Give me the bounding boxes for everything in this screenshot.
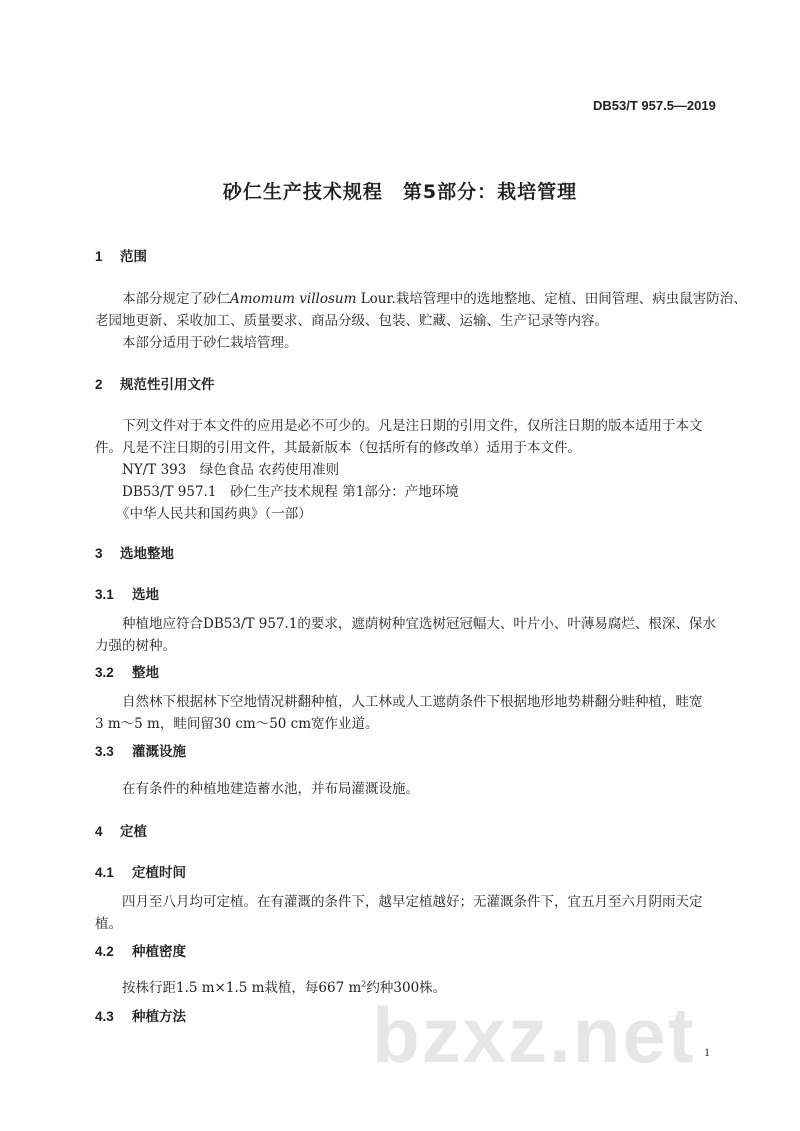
reference-item: DB53/T 957.1 砂仁生产技术规程 第1部分：产地环境 (122, 484, 459, 500)
section-number: 2 (95, 377, 103, 392)
section-number: 4 (95, 824, 103, 839)
land-prep-line-1: 自然林下根据林下空地情况耕翻种植，人工林或人工遮荫条件下根据地形地势耕翻分畦种植，畦宽 (122, 694, 703, 710)
subsection-title: 种植密度 (132, 944, 186, 960)
section-3-heading (95, 542, 174, 562)
text-span: Lour.栽培管理中的选地整地、定植、田间管理、病虫鼠害防治、 (356, 291, 747, 307)
scope-paragraph-line-1 (122, 287, 747, 307)
subsection-number: 4.2 (95, 944, 114, 959)
superscript: 2 (361, 979, 367, 989)
planting-time-line-1: 四月至八月均可定植。在有灌溉的条件下，越早定植越好；无灌溉条件下，宜五月至六月阴雨天定 (122, 894, 703, 910)
subsection-number: 3.3 (95, 744, 114, 759)
subsection-3-2-heading (95, 661, 159, 681)
subsection-number: 4.3 (95, 1009, 114, 1024)
land-prep-line-2: 3 m～5 m，畦间留30 cm～50 cm宽作业道。 (95, 716, 379, 732)
subsection-number: 3.2 (95, 665, 114, 680)
subsection-4-2-heading (95, 940, 186, 960)
subsection-title: 选地 (132, 587, 159, 603)
section-title: 选地整地 (120, 546, 174, 562)
section-title: 范围 (120, 249, 147, 265)
latin-name: Amomum villosum (230, 291, 357, 307)
watermark: bzxz.net (372, 991, 696, 1079)
site-selection-line-2: 力强的树种。 (95, 638, 176, 654)
irrigation-line-1: 在有条件的种植地建造蓄水池，并布局灌溉设施。 (122, 781, 419, 797)
text-span: 本部分规定了砂仁 (122, 291, 230, 307)
subsection-number: 3.1 (95, 587, 114, 602)
section-title: 规范性引用文件 (120, 377, 215, 393)
subsection-title: 定植时间 (132, 865, 186, 881)
section-title: 定植 (120, 824, 147, 840)
subsection-4-3-heading (95, 1005, 186, 1025)
subsection-title: 整地 (132, 665, 159, 681)
scope-paragraph-line-2: 老园地更新、采收加工、质量要求、商品分级、包装、贮藏、运输、生产记录等内容。 (95, 313, 608, 329)
page-number: 1 (704, 1045, 710, 1059)
section-1-heading (95, 245, 147, 265)
document-number: DB53/T 957.5—2019 (593, 98, 716, 113)
reference-item: 《中华人民共和国药典》（一部） (116, 506, 312, 522)
subsection-title: 灌溉设施 (132, 744, 186, 760)
subsection-number: 4.1 (95, 865, 114, 880)
section-number: 3 (95, 546, 103, 561)
references-intro-line-2: 件。凡是不注日期的引用文件，其最新版本（包括所有的修改单）适用于本文件。 (95, 440, 581, 456)
text-span: 按株行距1.5 m×1.5 m栽植，每667 m (122, 980, 362, 996)
reference-item: NY/T 393 绿色食品 农药使用准则 (122, 462, 340, 478)
text-span: 约种300株。 (366, 980, 447, 996)
subsection-3-1-heading (95, 583, 159, 603)
section-4-heading (95, 820, 147, 840)
subsection-title: 种植方法 (132, 1009, 186, 1025)
site-selection-line-1: 种植地应符合DB53/T 957.1的要求，遮荫树种宜选树冠冠幅大、叶片小、叶薄易腐烂、根深、保水 (122, 616, 716, 632)
section-2-heading (95, 373, 215, 393)
page-title: 砂仁生产技术规程 第5部分：栽培管理 (222, 181, 578, 203)
references-intro-line-1: 下列文件对于本文件的应用是必不可少的。凡是注日期的引用文件，仅所注日期的版本适用于本文 (122, 418, 703, 434)
planting-time-line-2: 植。 (95, 916, 122, 932)
scope-applicability: 本部分适用于砂仁栽培管理。 (122, 335, 298, 351)
section-number: 1 (95, 249, 103, 264)
subsection-4-1-heading (95, 861, 186, 881)
subsection-3-3-heading (95, 740, 186, 760)
